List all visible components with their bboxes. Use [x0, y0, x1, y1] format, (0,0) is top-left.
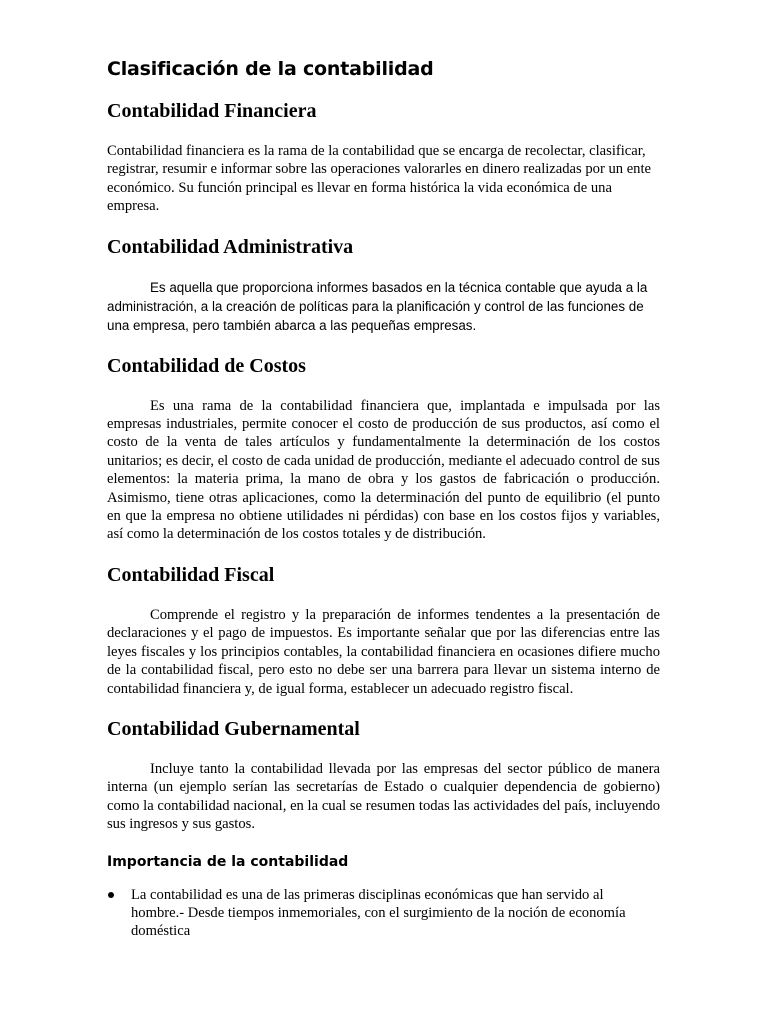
- section-fiscal: [107, 562, 660, 698]
- section-text-administrativa: Es aquella que proporciona informes basados en la técnica contable que ayuda a la administración, a la creación de políticas para la planificación y control de las funciones de una empresa, pero también abarca a las pequeñas empresas.: [107, 279, 648, 333]
- bullet-icon: [108, 892, 114, 898]
- section-costos: [107, 353, 660, 544]
- list-item: [107, 886, 660, 941]
- document-content: [107, 56, 660, 941]
- section-heading-costos: Contabilidad de Costos: [107, 354, 306, 377]
- document-title: Clasificación de la contabilidad: [107, 58, 434, 80]
- section-heading-fiscal: Contabilidad Fiscal: [107, 563, 275, 586]
- importance-heading: Importancia de la contabilidad: [107, 853, 349, 870]
- section-importancia: [107, 852, 660, 941]
- section-gubernamental: [107, 716, 660, 834]
- section-heading-administrativa: Contabilidad Administrativa: [107, 235, 354, 258]
- section-text-financiera: Contabilidad financiera es la rama de la contabilidad que se encarga de recolectar, clasificar, registrar, resumir e informar sobre las operaciones valorarles en dinero realizadas por un ente económico. Su función principal es llevar en forma histórica la vida económica de una empresa.: [107, 143, 652, 215]
- importance-list: [107, 886, 660, 941]
- bullet-text: La contabilidad es una de las primeras disciplinas económicas que han servido al hombre.- Desde tiempos inmemoriales, con el surgimiento de la noción de economía doméstica: [131, 886, 626, 940]
- section-financiera: [107, 98, 660, 216]
- section-heading-financiera: Contabilidad Financiera: [107, 100, 317, 122]
- section-heading-gubernamental: Contabilidad Gubernamental: [107, 717, 360, 740]
- section-text-gubernamental: Incluye tanto la contabilidad llevada por las empresas del sector público de manera interna (un ejemplo serían las secretarías de Estado o cualquier dependencia de gobierno) como la contabilidad nacional, en la cual se resumen todas las actividades del país, incluyendo sus ingresos y sus gastos.: [107, 760, 660, 833]
- section-administrativa: [107, 234, 660, 335]
- section-text-costos: Es una rama de la contabilidad financiera que, implantada e impulsada por las empresas industriales, permite conocer el costo de producción de sus productos, así como el costo de la venta de tales artículos y fundamentalmente la determinación de los costos unitarios; es decir, el costo de cada unidad de producción, mediante el adecuado control de sus elementos: la materia prima, la mano de obra y los gastos de fabricación o producción. Asimismo, tiene otras aplicaciones, como la determinación del punto de equilibrio (el punto en que la empresa no obtiene utilidades ni pérdidas) con base en los costos fijos y variables, así como la determinación de los costos totales y de distribución.: [107, 397, 660, 543]
- section-text-fiscal: Comprende el registro y la preparación de informes tendentes a la presentación de declaraciones y el pago de impuestos. Es importante señalar que por las diferencias entre las leyes fiscales y los principios contables, la contabilidad financiera en ocasiones difiere mucho de la contabilidad fiscal, pero esto no debe ser una barrera para llevar un sistema interno de contabilidad financiera y, de igual forma, establecer un adecuado registro fiscal.: [107, 606, 660, 697]
